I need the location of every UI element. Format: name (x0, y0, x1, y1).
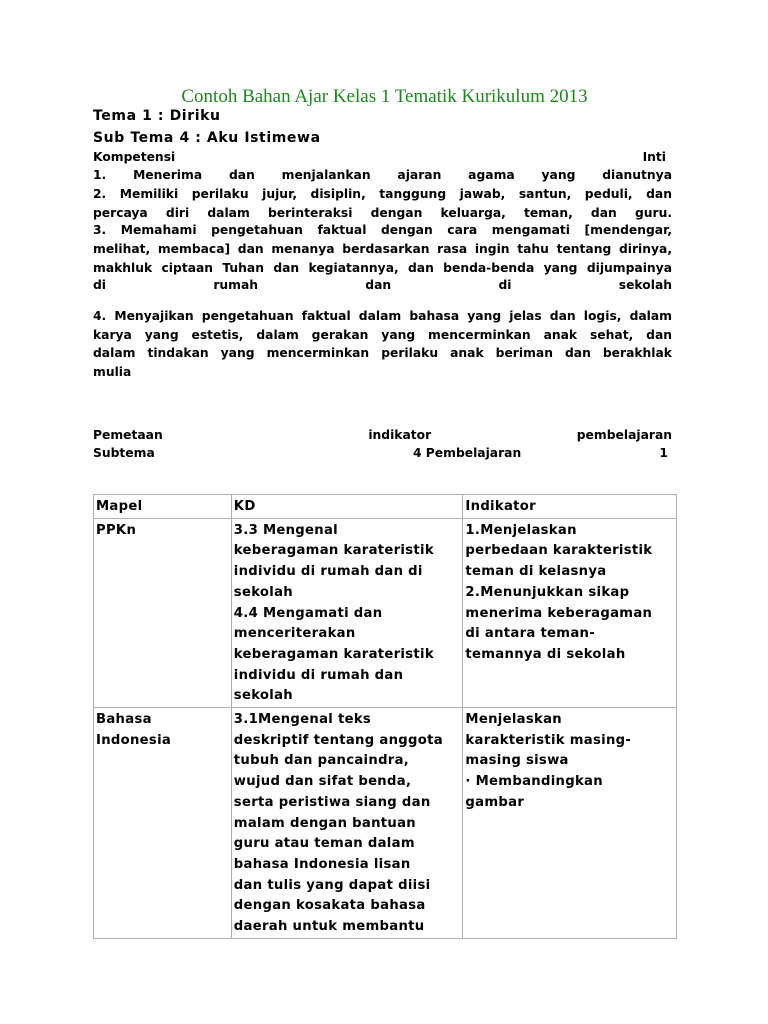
cell-line: menerima keberagaman (465, 605, 653, 621)
ki-line: 3. Memahami pengetahuan faktual dengan cara mengamati [mendengar, (93, 223, 672, 237)
cell-line: gambar (465, 794, 525, 810)
cell-line: 3.3 Mengenal (233, 522, 338, 538)
pembelajaran-count: 4 Pembelajaran (412, 446, 522, 460)
cell-line: bahasa Indonesia lisan (233, 856, 411, 872)
cell-line: perbedaan karakteristik (465, 543, 653, 559)
indikator-label: indikator (368, 428, 432, 442)
cell-line: Menjelaskan (465, 712, 562, 728)
cell-line: tubuh dan pancaindra, (233, 753, 410, 769)
cell-line: 2.Menunjukkan sikap (465, 584, 630, 600)
indikator-cell (463, 708, 677, 939)
cell-line: dan tulis yang dapat diisi (233, 877, 431, 893)
sub-tema-heading: Sub Tema 4 : Aku Istimewa (93, 130, 321, 146)
cell-line: wujud dan sifat benda, (233, 774, 412, 790)
ki-line: makhluk ciptaan Tuhan dan kegiatannya, dan benda-benda yang dijumpainya (93, 261, 672, 275)
cell-line: 4.4 Mengamati dan (233, 605, 383, 621)
cell-line: menceriterakan (233, 626, 356, 642)
cell-line: deskriptif tentang anggota (233, 732, 443, 748)
kd-cell (231, 708, 463, 939)
ki4-line: mulia (93, 365, 132, 379)
kompetensi-heading (93, 150, 672, 164)
mapel-cell (94, 708, 232, 939)
ki-line: 2. Memiliki perilaku jujur, disiplin, tanggung jawab, santun, peduli, dan (93, 187, 672, 201)
cell-line: individu di rumah dan (233, 667, 404, 683)
pemetaan-label: Pemetaan (93, 428, 163, 442)
header-kd: KD (231, 495, 463, 519)
subtema-label: Subtema (93, 446, 155, 460)
ki-line: percaya diri dalam berinteraksi dengan keluarga, teman, dan guru. (93, 206, 672, 220)
inti-label: Inti (642, 150, 666, 164)
cell-line: 1.Menjelaskan (465, 522, 577, 538)
ki-line: di rumah dan di sekolah (93, 278, 672, 292)
pemetaan-table (93, 494, 677, 939)
ki4-line: dalam tindakan yang mencerminkan perilaku anak beriman dan berakhlak (93, 346, 672, 360)
cell-line: malam dengan bantuan (233, 815, 416, 831)
kd-cell (231, 518, 463, 707)
ki4-line: karya yang estetis, dalam gerakan yang mencerminkan anak sehat, dan (93, 328, 672, 342)
subtema-row (93, 446, 672, 460)
cell-line: keberagaman karateristik (233, 543, 434, 559)
header-indikator: Indikator (463, 495, 677, 519)
header-mapel: Mapel (94, 495, 232, 519)
cell-line: Bahasa (96, 712, 152, 728)
ki-line: 1. Menerima dan menjalankan ajaran agama yang dianutnya (93, 168, 672, 182)
cell-line: Indonesia (96, 732, 172, 748)
ki-line: melihat, membaca] dan menanya berdasarkan rasa ingin tahu tentang dirinya, (93, 242, 672, 256)
table-header-row (94, 495, 677, 519)
ki4-line: 4. Menyajikan pengetahuan faktual dalam bahasa yang jelas dan logis, dalam (93, 309, 672, 323)
table-row (94, 518, 677, 707)
pembelajaran-label: pembelajaran (576, 428, 672, 442)
cell-line: di antara teman- (465, 626, 596, 642)
cell-line: guru atau teman dalam (233, 836, 415, 852)
cell-line: sekolah (233, 584, 293, 600)
cell-line: karakteristik masing- (465, 732, 632, 748)
cell-line: masing siswa (465, 753, 569, 769)
kompetensi-label: Kompetensi (93, 150, 176, 164)
cell-line: temannya di sekolah (465, 646, 626, 662)
pemetaan-row (93, 428, 672, 442)
cell-line: individu di rumah dan di (233, 564, 423, 580)
cell-line: daerah untuk membantu (233, 919, 425, 935)
pembelajaran-number: 1 (659, 446, 668, 460)
cell-line: dengan kosakata bahasa (233, 898, 426, 914)
cell-line: sekolah (233, 688, 293, 704)
mapel-cell (94, 518, 232, 707)
cell-line: PPKn (96, 522, 137, 538)
table-row (94, 708, 677, 939)
cell-line: serta peristiwa siang dan (233, 794, 431, 810)
cell-line: keberagaman karateristik (233, 646, 434, 662)
document-title: Contoh Bahan Ajar Kelas 1 Tematik Kurikulum 2013 (181, 86, 588, 107)
indikator-cell (463, 518, 677, 707)
cell-line: · Membandingkan (465, 774, 603, 790)
cell-line: 3.1Mengenal teks (233, 712, 372, 728)
cell-line: teman di kelasnya (465, 564, 607, 580)
tema-heading: Tema 1 : Diriku (93, 108, 221, 124)
